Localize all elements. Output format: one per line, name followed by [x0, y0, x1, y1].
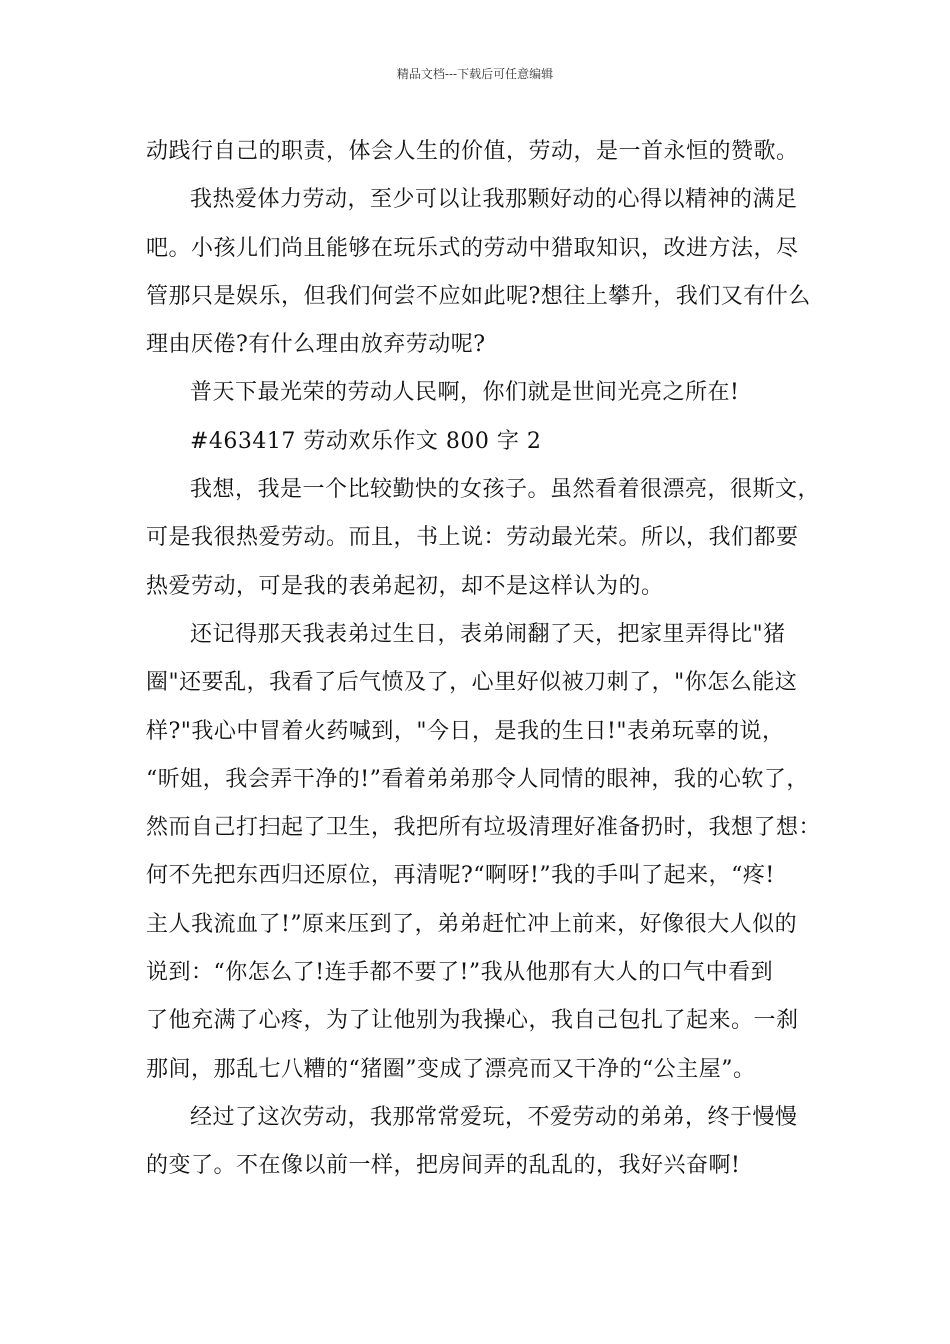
text-line: 那间，那乱七八糟的“猪圈”变成了漂亮而又干净的“公主屋”。: [146, 1056, 756, 1082]
text-line: 我热爱体力劳动，至少可以让我那颗好动的心得以精神的满足: [190, 187, 798, 213]
text-line: 还记得那天我表弟过生日，表弟闹翻了天，把家里弄得比"猪: [190, 621, 786, 647]
document-body: [146, 128, 831, 1191]
text-line: 了他充满了心疼，为了让他别为我操心，我自己包扎了起来。一刹: [146, 1008, 799, 1034]
text-line: 经过了这次劳动，我那常常爱玩，不爱劳动的弟弟，终于慢慢: [190, 1104, 798, 1130]
text-line: 管那只是娱乐，但我们何尝不应如此呢?想往上攀升，我们又有什么: [146, 283, 811, 309]
text-line: 圈"还要乱，我看了后气愤及了，心里好似被刀刺了，"你怎么能这: [146, 670, 798, 696]
text-line: 热爱劳动，可是我的表弟起初，却不是这样认为的。: [146, 573, 664, 599]
text-line: 动践行自己的职责，体会人生的价值，劳动，是一首永恒的赞歌。: [146, 139, 799, 164]
text-line: 说到：“你怎么了!连手都不要了!”我从他那有大人的口气中看到: [146, 960, 774, 986]
text-line: 的变了。不在像以前一样，把房间弄的乱乱的，我好兴奋啊!: [146, 1153, 741, 1179]
text-line: “昕姐，我会弄干净的!”看着弟弟那令人同情的眼神，我的心软了，: [146, 766, 809, 792]
text-line: 何不先把东西归还原位，再清呢?“啊呀!”我的手叫了起来，“疼!: [146, 863, 775, 889]
text-line: 然而自己打扫起了卫生，我把所有垃圾清理好准备扔时，我想了想：: [146, 815, 822, 841]
text-line: 主人我流血了!”原来压到了，弟弟赶忙冲上前来，好像很大人似的: [146, 911, 798, 937]
text-line: 吧。小孩儿们尚且能够在玩乐式的劳动中猎取知识，改进方法，尽: [146, 235, 799, 261]
text-line: 普天下最光荣的劳动人民啊，你们就是世间光亮之所在!: [190, 380, 740, 406]
text-line: 理由厌倦?有什么理由放弃劳动呢?: [146, 332, 486, 358]
text-line: 我想，我是一个比较勤快的女孩子。虽然看着很漂亮，很斯文，: [190, 477, 821, 503]
page-header: 精品文档---下载后可任意编辑: [396, 67, 554, 81]
text-line: 样?"我心中冒着火药喊到，"今日，是我的生日!"表弟玩辜的说，: [146, 718, 785, 744]
section-heading: #463417 劳动欢乐作文 800 字 2: [190, 428, 542, 454]
text-line: 可是我很热爱劳动。而且，书上说：劳动最光荣。所以，我们都要: [146, 525, 799, 551]
